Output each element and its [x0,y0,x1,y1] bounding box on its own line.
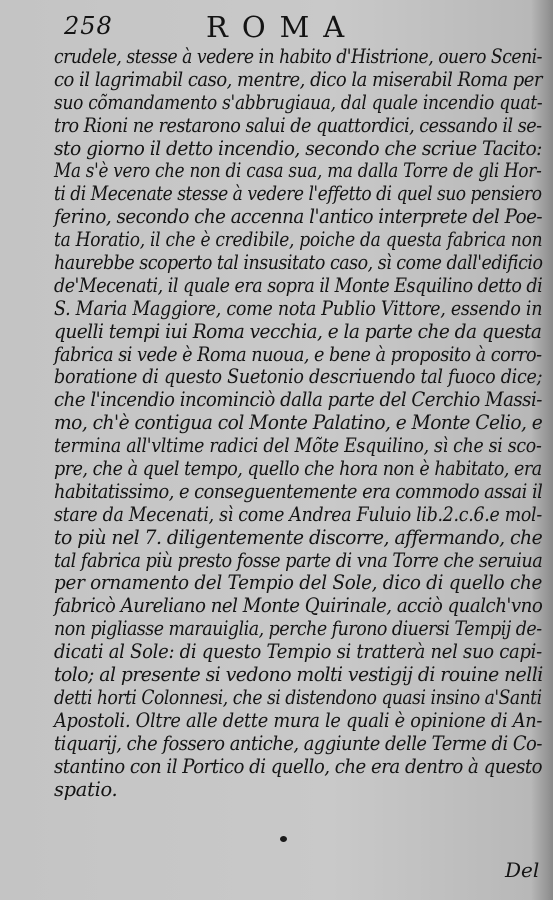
text-line: suo cõmandamento s'abbrugiaua, dal quale incendio quat- [54,90,543,114]
text-line: che l'incendio incominciò dalla parte del Cerchio Massi- [54,388,542,412]
text-line: S. Maria Maggiore, come nota Publio Vittore, essendo in [54,296,543,320]
text-line: ta Horatio, il che è credibile, poiche da questa fabrica non [54,228,543,252]
text-line: boratione di questo Suetonio descriuendo tal fuoco dice; [54,365,543,389]
text-line: co il lagrimabil caso, mentre, dico la miserabil Roma per [54,67,542,91]
text-line: per ornamento del Tempio del Sole, dico di quello che [54,571,543,595]
body-text [54,46,544,801]
text-line: Ma s'è vero che non di casa sua, ma dalla Torre de gli Hor- [54,159,542,183]
text-line: termina all'vltime radici del Mõte Esquilino, sì che si sco- [54,434,542,458]
text-line: tolo; al presente si vedono molti vestigij di rouine nelli [54,663,543,687]
text-line: spatio. [54,777,118,801]
text-line: pre, che à quel tempo, quello che hora non è habitato, era [54,457,542,481]
page-number: 258 [64,12,113,40]
text-line: non pigliasse marauiglia, perche furono diuersi Tempij de- [54,617,542,641]
catchword: Del [505,858,540,882]
text-line: tal fabrica più presto fosse parte di vna Torre che seruiua [54,548,543,572]
text-line: to più nel 7. diligentemente discorre, affermando, che [54,525,543,549]
text-line: ferino, secondo che accenna l'antico interprete del Poe- [54,205,543,229]
text-line: dicati al Sole: di questo Tempio si tratterà nel suo capi- [54,640,542,664]
text-line: crudele, stesse à vedere in habito d'Histrione, ouero Sceni- [54,45,543,68]
text-line: habitatissimo, e conseguentemente era commodo assai il [54,479,543,503]
page-header [0,4,553,44]
text-line: haurebbe scoperto tal insusitato caso, sì come dall'edificio [54,251,543,275]
printer-ornament [280,836,287,842]
text-line: sto giorno il detto incendio, secondo che scriue Tacito: [54,136,542,160]
text-line: tiquarij, che fossero antiche, aggiunte delle Terme di Co- [54,731,542,755]
text-line: fabricò Aureliano nel Monte Quirinale, acciò qualch'vno [54,594,543,618]
text-line: detti horti Colonnesi, che si distendono quasi insino a'Santi [54,685,542,709]
text-line: fabrica si vede è Roma nuoua, e bene à proposito à corro- [54,342,542,366]
text-line: Apostoli. Oltre alle dette mura le quali è opinione di An- [54,708,543,732]
running-head: ROMA [206,10,359,44]
text-line: stantino con il Portico di quello, che era dentro à questo [54,754,543,778]
text-line: stare da Mecenati, sì come Andrea Fuluio lib.2.c.6.e mol- [54,502,542,526]
text-line: mo, ch'è contigua col Monte Palatino, e Monte Celio, e [54,411,543,435]
text-line: ti di Mecenate stesse à vedere l'effetto di quel suo pensiero [54,182,542,206]
text-line: de'Mecenati, il quale era sopra il Monte Esquilino detto di [54,273,543,297]
text-line: quelli tempi iui Roma vecchia, e la parte che da questa [54,319,542,343]
text-line: tro Rioni ne restarono salui de quattordici, cessando il se- [54,113,542,137]
